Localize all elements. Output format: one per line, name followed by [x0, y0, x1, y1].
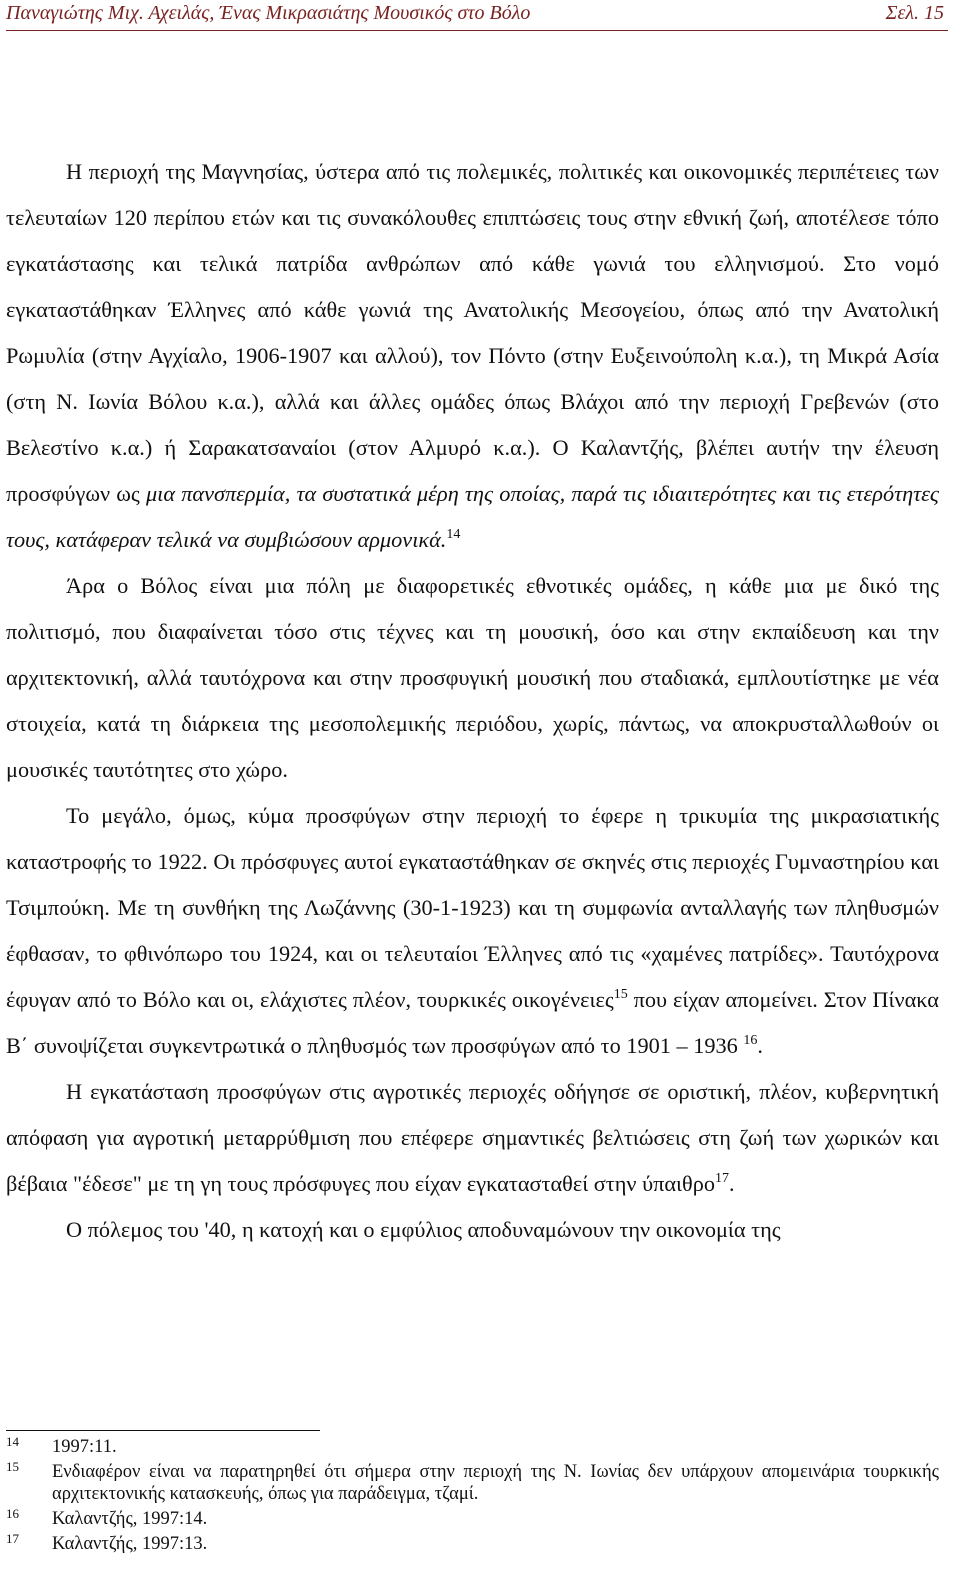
paragraph-4-text-b: .	[729, 1171, 735, 1196]
footnote-ref-14[interactable]: 14	[446, 527, 461, 542]
footnote-number: 16	[6, 1506, 19, 1521]
paragraph-3	[6, 793, 939, 1069]
paragraph-1-text: Η περιοχή της Μαγνησίας, ύστερα από τις πολεμικές, πολιτικές και οικονομικές περιπέτειες των τελευταίων 120 περίπου ετών και τις συνακόλουθες επιπτώσεις τους στην εθνική ζωή, αποτέλεσε τόπο εγκατάστασης και τελικά πατρίδα ανθρώπων από κάθε γωνιά του ελληνισμού. Στο νομό εγκαταστάθηκαν Έλληνες από κάθε γωνιά της Ανατολικής Μεσογείου, όπως από την Ανατολική Ρωμυλία (στην Αγχίαλο, 1906-1907 και αλλού), τον Πόντο (στην Ευξεινούπολη κ.α.), τη Μικρά Ασία (στη Ν. Ιωνία Βόλου κ.α.), αλλά και άλλες ομάδες όπως Βλάχοι από την περιοχή Γρεβενών (στο Βελεστίνο κ.α.) ή Σαρακατσαναίοι (στον Αλμυρό κ.α.). Ο Καλαντζής, βλέπει αυτήν την έλευση προσφύγων ως	[6, 159, 939, 506]
main-text	[6, 149, 939, 1253]
footnote-text: Ενδιαφέρον είναι να παρατηρηθεί ότι σήμερα στην περιοχή της Ν. Ιωνίας δεν υπάρχουν απομεινάρια τουρκικής αρχιτεκτονικής κατασκευής, όπως για παράδειγμα, τζαμί.	[52, 1462, 939, 1504]
paragraph-1	[6, 149, 939, 563]
footnote-number: 14	[6, 1434, 19, 1449]
page-number: Σελ. 15	[885, 2, 944, 24]
footnote-text: Καλαντζής, 1997:13.	[52, 1534, 208, 1554]
paragraph-3-text-c: .	[757, 1033, 763, 1058]
paragraph-5: Ο πόλεμος του '40, η κατοχή και ο εμφύλιος αποδυναμώνουν την οικονομία της	[66, 1217, 781, 1242]
footnote-number: 15	[6, 1459, 19, 1474]
running-header	[6, 0, 948, 31]
paragraph-2: Άρα ο Βόλος είναι μια πόλη με διαφορετικές εθνοτικές ομάδες, η κάθε μια με δικό της πολιτισμό, που διαφαίνεται τόσο στις τέχνες και τη μουσική, όσο και στην εκπαίδευση και την αρχιτεκτονική, αλλά ταυτόχρονα και στην προσφυγική μουσική που σταδιακά, εμπλουτίστηκε με νέα στοιχεία, κατά τη διάρκεια της μεσοπολεμικής περιόδου, χωρίς, πάντως, να αποκρυσταλλωθούν οι μουσικές ταυτότητες στο χώρο.	[6, 573, 939, 782]
paragraph-4	[6, 1069, 939, 1207]
footnote-16	[6, 1508, 939, 1530]
paragraph-4-text-a: Η εγκατάσταση προσφύγων στις αγροτικές περιοχές οδήγησε σε οριστική, πλέον, κυβερνητική απόφαση για αγροτική μεταρρύθμιση που επέφερε σημαντικές βελτιώσεις στη ζωή των χωρικών και βέβαια "έδεσε" με τη γη τους πρόσφυγες που είχαν εγκατασταθεί στην ύπαιθρο	[6, 1079, 939, 1196]
footnote-17	[6, 1533, 939, 1555]
footnote-15	[6, 1461, 939, 1505]
footnote-ref-16[interactable]: 16	[743, 1033, 758, 1048]
paragraph-1-quote: μια πανσπερμία, τα συστατικά μέρη της οποίας, παρά τις ιδιαιτερότητες και τις ετερότητες τους, κατάφεραν τελικά να συμβιώσουν αρμονικά.	[6, 481, 939, 552]
paragraph-3-text-a: Το μεγάλο, όμως, κύμα προσφύγων στην περιοχή το έφερε η τρικυμία της μικρασιατικής καταστροφής το 1922. Οι πρόσφυγες αυτοί εγκαταστάθηκαν σε σκηνές στις περιοχές Γυμναστηρίου και Τσιμπούκη. Με τη συνθήκη της Λωζάννης (30-1-1923) και τη συμφωνία ανταλλαγής των πληθυσμών έφθασαν, το φθινόπωρο του 1924, και οι τελευταίοι Έλληνες από τις «χαμένες πατρίδες». Ταυτόχρονα έφυγαν από το Βόλο και οι, ελάχιστες πλέον, τουρκικές οικογένειες	[6, 803, 939, 1012]
paragraph-3-text-b: που είχαν απομείνει. Στον Πίνακα Β΄ συνοψίζεται συγκεντρωτικά ο πληθυσμός των προσφύγων από το 1901 – 1936	[6, 987, 939, 1058]
footnote-text: Καλαντζής, 1997:14.	[52, 1509, 208, 1529]
footnote-ref-15[interactable]: 15	[613, 987, 628, 1002]
header-title: Παναγιώτης Μιχ. Αχειλάς, Ένας Μικρασιάτης Μουσικός στο Βόλο	[6, 2, 531, 24]
footnote-text: 1997:11.	[52, 1437, 117, 1457]
footnote-ref-17[interactable]: 17	[715, 1171, 730, 1186]
footnotes	[6, 1436, 939, 1558]
footnote-number: 17	[6, 1531, 19, 1546]
footnote-14	[6, 1436, 939, 1458]
footnote-separator	[6, 1430, 320, 1431]
